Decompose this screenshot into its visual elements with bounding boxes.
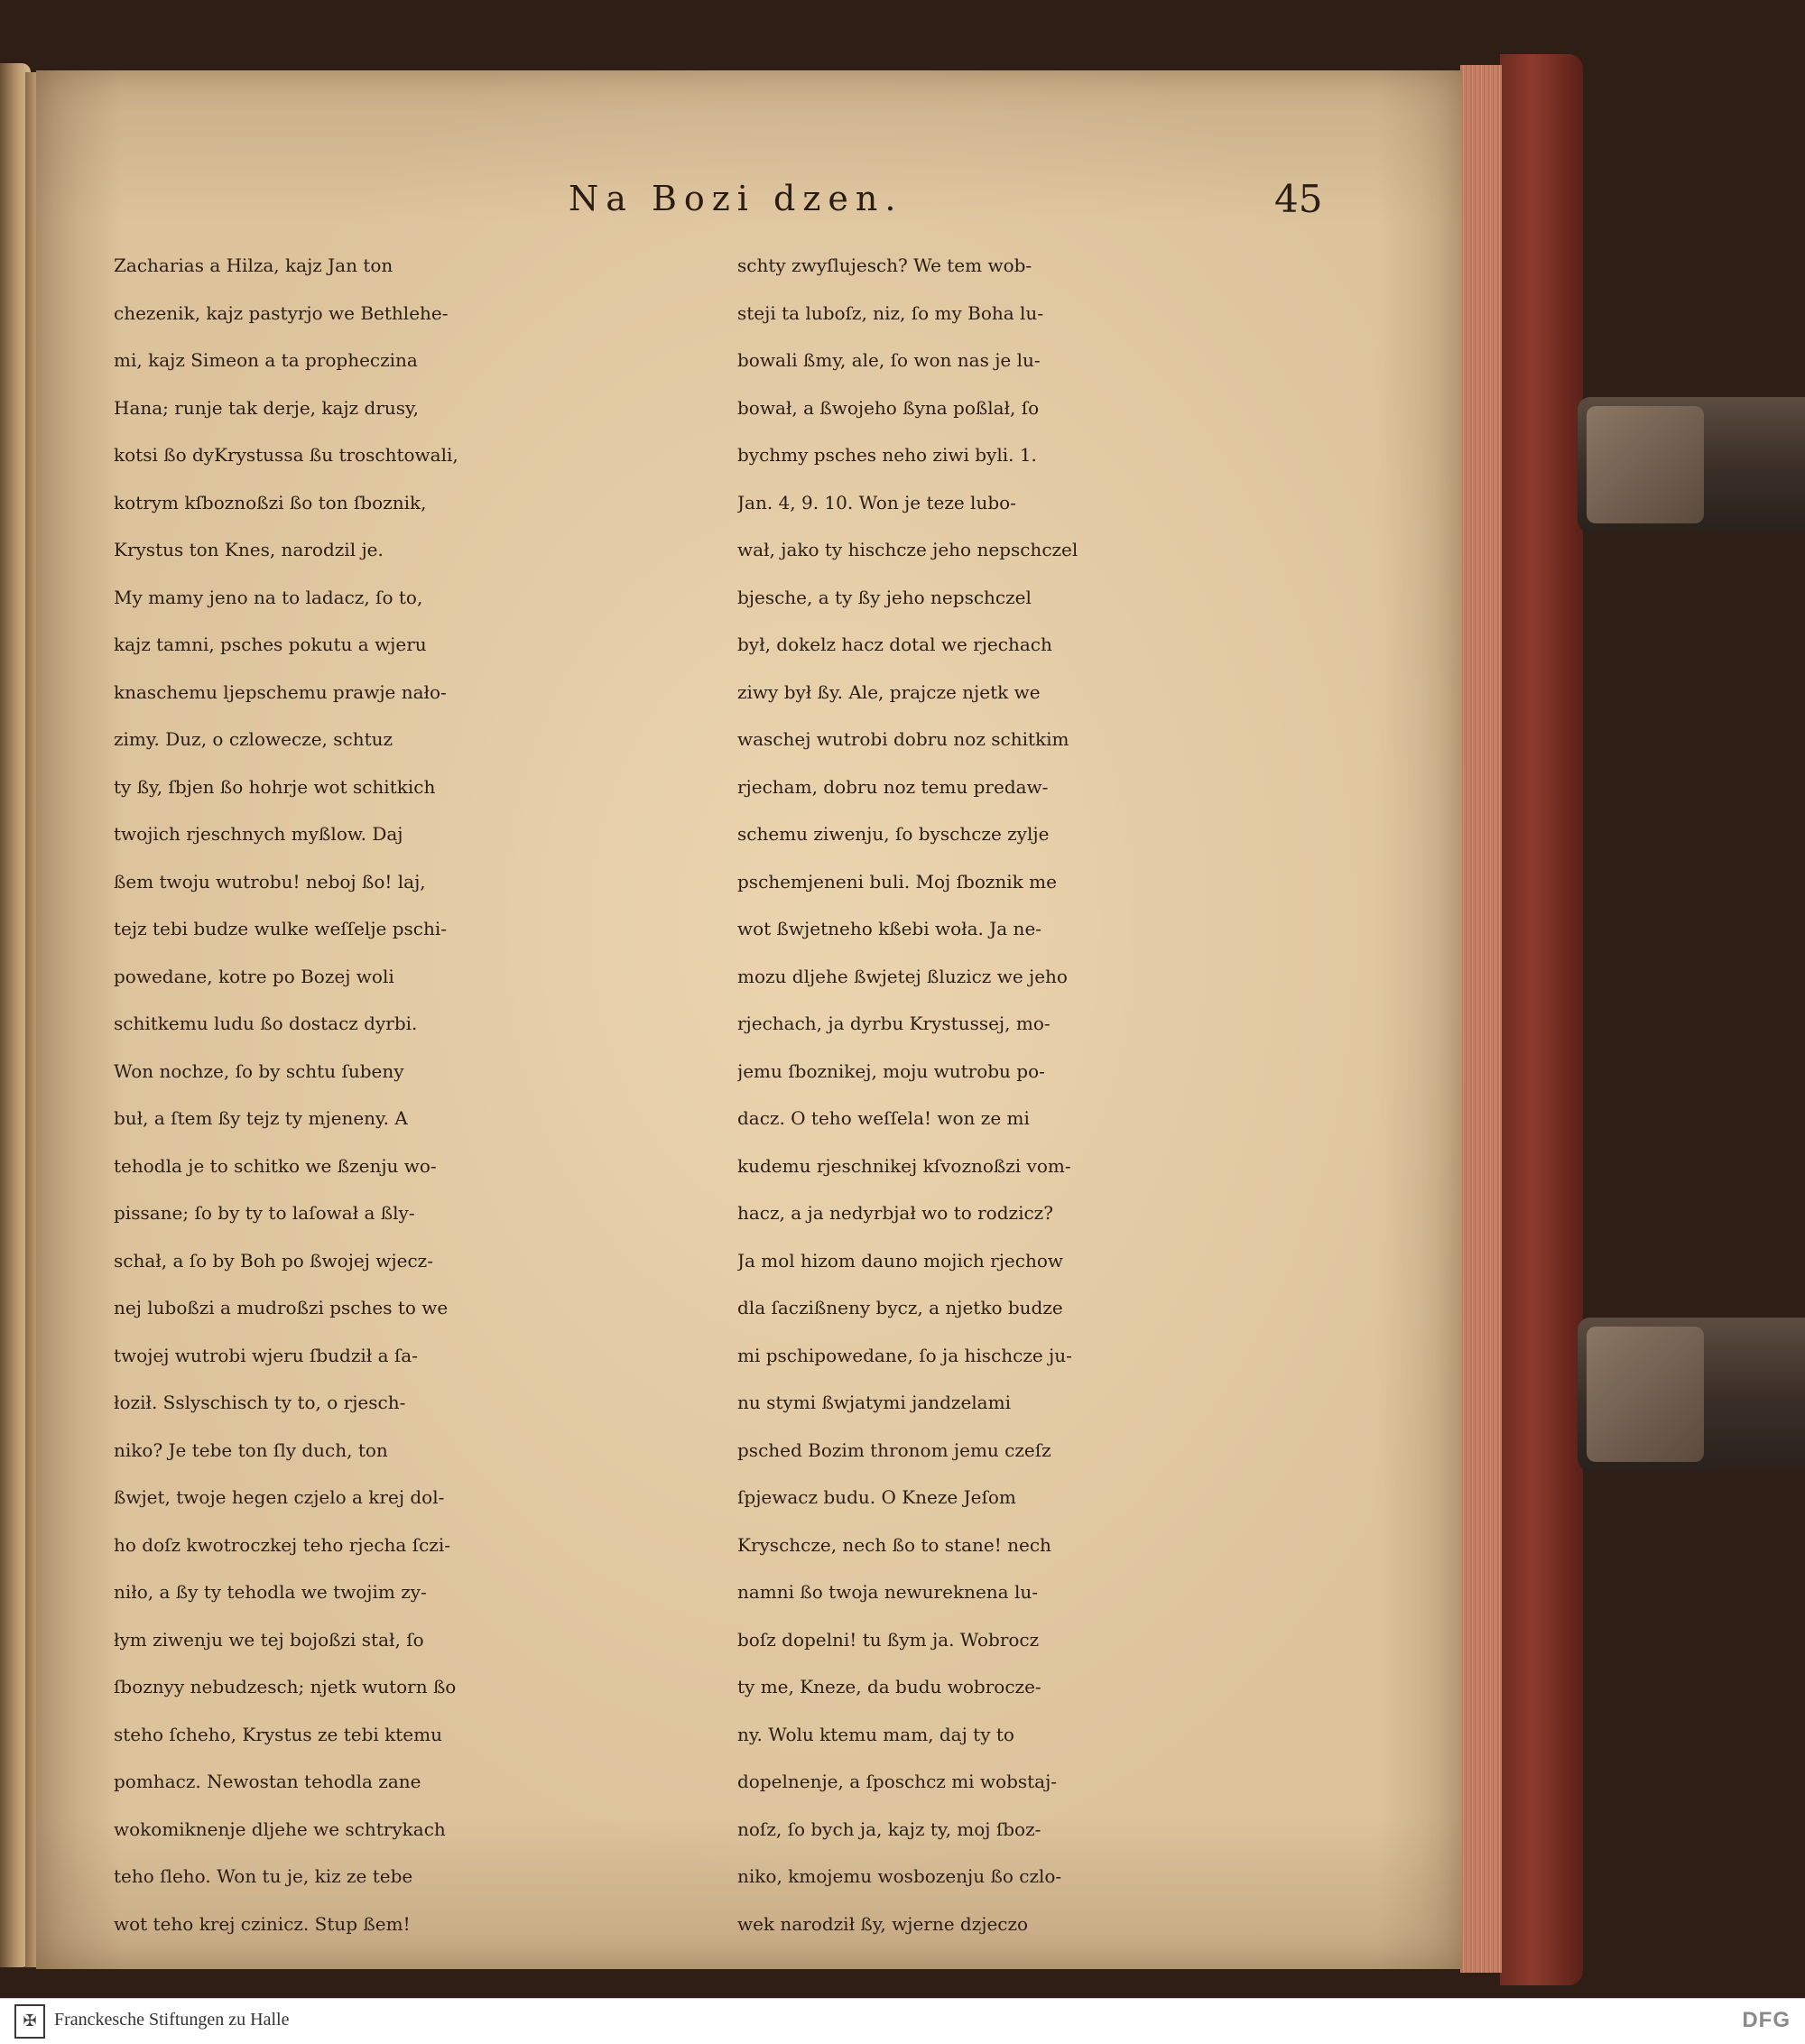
- lower-clasp-strap: [1587, 1327, 1704, 1462]
- text-line: ny. Wolu ktemu mam, daj ty to: [737, 1723, 1014, 1745]
- text-line: ty me, Kneze, da budu wobrocze-: [737, 1676, 1041, 1697]
- text-line: dopelnenje, a ſposchcz mi wobstaj-: [737, 1771, 1058, 1792]
- text-line: ziwy był ßy. Ale, prajcze njetk we: [737, 680, 1041, 703]
- text-line: noſz, ſo bych ja, kajz ty, moj ſboz-: [737, 1817, 1041, 1840]
- text-line: rjechach, ja dyrbu Krystussej, mo-: [737, 1013, 1051, 1034]
- text-line: wot ßwjetneho kßebi woła. Ja ne-: [737, 918, 1042, 939]
- text-line: schty zwyſlujesch? We tem wob-: [737, 254, 1032, 276]
- text-line: hacz, a ja nedyrbjał wo to rodzicz?: [737, 1202, 1053, 1224]
- text-line: pissane; ſo by ty to laſował a ßly-: [114, 1202, 415, 1224]
- text-line: zimy. Duz, o czlowecze, schtuz: [114, 728, 393, 750]
- page-fore-edge: [1460, 65, 1502, 1973]
- text-line: bychmy psches neho ziwi byli. 1.: [737, 444, 1037, 466]
- text-line: My mamy jeno na to ladacz, ſo to,: [114, 586, 423, 608]
- text-line: niło, a ßy ty tehodla we twojim zy-: [114, 1581, 427, 1603]
- text-line: nu stymi ßwjatymi jandzelami: [737, 1392, 1011, 1413]
- text-line: niko, kmojemu wosbozenju ßo czlo-: [737, 1865, 1062, 1887]
- text-line: niko? Je tebe ton ſly duch, ton: [114, 1438, 388, 1461]
- text-line: kajz tamni, psches pokutu a wjeru: [114, 634, 427, 655]
- text-line: Ja mol hizom dauno mojich rjechow: [737, 1249, 1064, 1272]
- text-line: kotrym kſboznoßzi ßo ton ſboznik,: [114, 491, 427, 513]
- institution-name: Franckesche Stiftungen zu Halle: [54, 2010, 290, 2030]
- text-line: ſpjewacz budu. O Kneze Jeſom: [737, 1486, 1016, 1508]
- book-cover-board: [1500, 54, 1583, 1985]
- text-line: Won nochze, ſo by schtu ſubeny: [114, 1059, 404, 1082]
- text-line: bowali ßmy, ale, ſo won nas je lu-: [737, 349, 1041, 371]
- text-line: ty ßy, ſbjen ßo hohrje wot schitkich: [114, 775, 436, 798]
- text-line: Krystus ton Knes, narodzil je.: [114, 539, 384, 560]
- text-line: schemu ziwenju, ſo byschcze zylje: [737, 823, 1050, 845]
- text-line: Jan. 4, 9. 10. Won je teze lubo-: [737, 491, 1016, 513]
- text-line: schał, a ſo by Boh po ßwojej wjecz-: [114, 1249, 433, 1272]
- running-head: Na Bozi dzen.: [569, 179, 903, 218]
- text-line: schitkemu ludu ßo dostacz dyrbi.: [114, 1013, 418, 1034]
- text-line: łoził. Sslyschisch ty to, o rjesch-: [114, 1392, 406, 1413]
- text-line: mi, kajz Simeon a ta propheczina: [114, 349, 418, 371]
- text-line: wek narodził ßy, wjerne dzjeczo: [737, 1912, 1029, 1935]
- text-line: tehodla je to schitko we ßzenju wo-: [114, 1154, 437, 1177]
- upper-clasp-strap: [1587, 406, 1704, 523]
- text-line: tejz tebi budze wulke weſſelje pschi-: [114, 918, 448, 939]
- text-line: teho ſleho. Won tu je, kiz ze tebe: [114, 1865, 413, 1887]
- text-line: dacz. O teho weſſela! won ze mi: [737, 1107, 1030, 1129]
- text-line: łym ziwenju we tej bojoßzi stał, ſo: [114, 1628, 424, 1651]
- text-line: kudemu rjeschnikej kſvoznoßzi vom-: [737, 1154, 1071, 1177]
- text-line: Zacharias a Hilza, kajz Jan ton: [114, 254, 393, 276]
- page-number: 45: [1274, 177, 1323, 221]
- text-line: knaschemu ljepschemu prawje nało-: [114, 680, 447, 703]
- text-line: twojich rjeschnych myßlow. Daj: [114, 823, 403, 845]
- text-column-left: [114, 242, 718, 1947]
- text-line: bjesche, a ty ßy jeho nepschczel: [737, 586, 1032, 608]
- text-line: ßem twoju wutrobu! neboj ßo! laj,: [114, 870, 426, 893]
- text-line: wot teho krej czinicz. Stup ßem!: [114, 1912, 411, 1935]
- text-line: wokomiknenje dljehe we schtrykach: [114, 1817, 446, 1840]
- text-line: powedane, kotre po Bozej woli: [114, 965, 394, 987]
- text-line: wał, jako ty hischcze jeho nepschczel: [737, 539, 1078, 560]
- text-line: boſz dopelni! tu ßym ja. Wobrocz: [737, 1628, 1040, 1651]
- text-line: kotsi ßo dyKrystussa ßu troschtowali,: [114, 444, 458, 466]
- text-line: pschemjeneni buli. Moj ſboznik me: [737, 870, 1057, 893]
- text-line: ſboznyy nebudzesch; njetk wutorn ßo: [114, 1676, 457, 1697]
- viewer-footer: [0, 1998, 1805, 2044]
- text-line: pomhacz. Newostan tehodla zane: [114, 1771, 421, 1792]
- text-line: bował, a ßwojeho ßyna poßlał, ſo: [737, 396, 1040, 419]
- text-line: Kryschcze, nech ßo to stane! nech: [737, 1533, 1051, 1556]
- text-line: buł, a ſtem ßy tejz ty mjeneny. A: [114, 1107, 408, 1129]
- text-line: waschej wutrobi dobru noz schitkim: [737, 728, 1069, 750]
- text-line: namni ßo twoja newureknena lu-: [737, 1581, 1038, 1603]
- text-line: jemu ſboznikej, moju wutrobu po-: [737, 1059, 1045, 1082]
- text-line: steji ta luboſz, niz, ſo my Boha lu-: [737, 301, 1044, 324]
- text-line: ho doſz kwotroczkej teho rjecha ſczi-: [114, 1533, 450, 1556]
- text-line: był, dokelz hacz dotal we rjechach: [737, 634, 1052, 655]
- text-line: ßwjet, twoje hegen czjelo a krej dol-: [114, 1486, 445, 1508]
- text-line: mozu dljehe ßwjetej ßluzicz we jeho: [737, 965, 1068, 987]
- text-column-right: [737, 242, 1342, 1947]
- text-line: rjecham, dobru noz temu predaw-: [737, 775, 1049, 798]
- funder-logo: DFG: [1742, 2008, 1791, 2032]
- text-line: Hana; runje tak derje, kajz drusy,: [114, 396, 420, 419]
- text-line: dla ſaczißneny bycz, a njetko budze: [737, 1297, 1063, 1318]
- institution-logo-icon: ✠: [14, 2004, 45, 2039]
- text-line: psched Bozim thronom jemu czeſz: [737, 1438, 1051, 1461]
- text-line: nej luboßzi a mudroßzi psches to we: [114, 1297, 449, 1318]
- text-line: steho ſcheho, Krystus ze tebi ktemu: [114, 1723, 442, 1745]
- text-line: chezenik, kajz pastyrjo we Bethlehe-: [114, 301, 449, 324]
- text-line: mi pschipowedane, ſo ja hischcze ju-: [737, 1344, 1072, 1366]
- text-line: twojej wutrobi wjeru ſbudził a ſa-: [114, 1344, 418, 1366]
